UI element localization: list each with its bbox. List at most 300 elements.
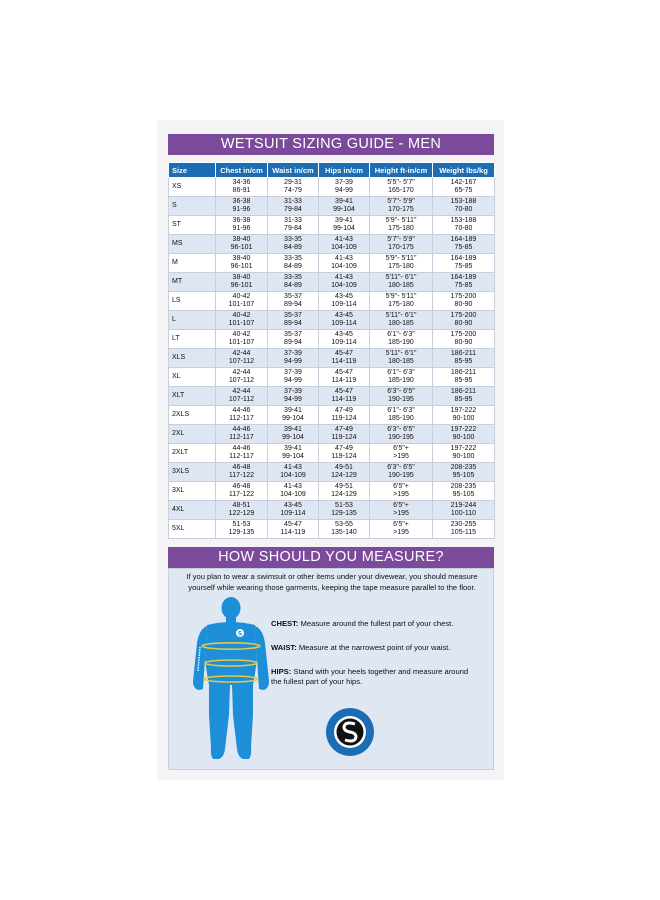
measurement-cell <box>319 216 370 235</box>
cell-value: 124-129 <box>331 491 357 498</box>
cell-value: 95-105 <box>452 491 475 498</box>
measurement-cell <box>319 254 370 273</box>
size-cell <box>169 273 216 292</box>
measurement-cell <box>319 368 370 387</box>
cell-value: 175-180 <box>388 225 414 232</box>
sizing-table <box>168 162 495 539</box>
measurement-cell <box>268 330 319 349</box>
cell-value: 101-107 <box>228 320 255 327</box>
measurement-cell <box>433 330 495 349</box>
chest-instruction <box>271 619 493 628</box>
size-cell <box>169 387 216 406</box>
size-cell <box>169 330 216 349</box>
cell-value: 85-95 <box>454 358 473 365</box>
column-header: Hips in/cm <box>319 163 370 178</box>
table-row <box>169 235 495 254</box>
cell-value: 99-104 <box>282 453 304 460</box>
cell-value: 41-43 <box>335 236 353 243</box>
measurement-cell <box>216 330 268 349</box>
cell-value: 35-37 <box>284 331 302 338</box>
cell-value: 94-99 <box>284 377 302 384</box>
chest-text: Measure around the fullest part of your chest. <box>298 619 454 628</box>
cell-value: 43-45 <box>335 293 353 300</box>
measurement-cell <box>216 292 268 311</box>
measurement-cell <box>319 197 370 216</box>
cell-value: 38-40 <box>232 274 251 281</box>
measurement-cell <box>370 254 433 273</box>
cell-value: 175-200 <box>450 293 477 300</box>
cell-value: 75-85 <box>454 282 473 289</box>
cell-value: 5'7"- 5'9" <box>387 198 415 205</box>
measurement-cell <box>433 520 495 539</box>
cell-value: S <box>172 202 177 209</box>
column-header: Waist in/cm <box>268 163 319 178</box>
cell-value: 180-185 <box>388 358 414 365</box>
cell-value: 5'9"- 5'11" <box>385 293 417 300</box>
cell-value: 117-122 <box>228 491 255 498</box>
chest-label: CHEST: <box>271 619 299 628</box>
size-cell <box>169 368 216 387</box>
measurement-cell <box>268 216 319 235</box>
measurement-cell <box>319 482 370 501</box>
cell-value: 96-101 <box>230 263 253 270</box>
cell-value: 43-45 <box>335 312 353 319</box>
cell-value: 104-109 <box>331 244 357 251</box>
cell-value: 90-100 <box>452 453 475 460</box>
size-cell <box>169 501 216 520</box>
measurement-cell <box>433 311 495 330</box>
cell-value: MT <box>172 278 183 285</box>
cell-value: XL <box>172 373 181 380</box>
cell-value: 47-49 <box>335 426 353 433</box>
table-row <box>169 387 495 406</box>
measurement-cell <box>216 520 268 539</box>
cell-value: 6'5"+ <box>393 483 409 490</box>
cell-value: 38-40 <box>232 255 251 262</box>
cell-value: 79-84 <box>284 225 302 232</box>
cell-value: 94-99 <box>335 187 353 194</box>
measurement-cell <box>319 311 370 330</box>
measurement-cell <box>319 178 370 197</box>
cell-value: 85-95 <box>454 396 473 403</box>
measurement-cell <box>216 425 268 444</box>
cell-value: 39-41 <box>284 426 302 433</box>
cell-value: 6'1"- 6'3" <box>387 407 415 414</box>
measurement-cell <box>319 235 370 254</box>
cell-value: 107-112 <box>228 377 255 384</box>
table-row <box>169 216 495 235</box>
cell-value: 5'11"- 6'1" <box>385 350 417 357</box>
table-row <box>169 482 495 501</box>
cell-value: 80-90 <box>454 301 473 308</box>
cell-value: 230-255 <box>450 521 477 528</box>
cell-value: 34-36 <box>232 179 251 186</box>
cell-value: 114-119 <box>280 529 306 536</box>
measurement-cell <box>370 444 433 463</box>
cell-value: >195 <box>393 453 409 460</box>
measurement-cell <box>433 178 495 197</box>
size-cell <box>169 482 216 501</box>
measurement-cell <box>268 520 319 539</box>
measurement-cell <box>268 368 319 387</box>
cell-value: >195 <box>393 491 409 498</box>
measurement-cell <box>268 482 319 501</box>
measurement-cell <box>216 178 268 197</box>
measurement-cell <box>370 501 433 520</box>
cell-value: 33-35 <box>284 255 302 262</box>
cell-value: 96-101 <box>230 244 253 251</box>
cell-value: 45-47 <box>335 369 353 376</box>
cell-value: 80-90 <box>454 320 473 327</box>
cell-value: 37-39 <box>335 179 353 186</box>
size-cell <box>169 444 216 463</box>
cell-value: 90-100 <box>452 415 475 422</box>
cell-value: 91-96 <box>232 225 251 232</box>
cell-value: 46-48 <box>232 483 251 490</box>
cell-value: 190-195 <box>388 434 414 441</box>
cell-value: 95-105 <box>452 472 475 479</box>
cell-value: 4XL <box>172 506 185 513</box>
measurement-cell <box>370 311 433 330</box>
cell-value: 100-110 <box>450 510 477 517</box>
cell-value: 175-180 <box>388 263 414 270</box>
table-row <box>169 292 495 311</box>
measurement-cell <box>370 178 433 197</box>
measurement-cell <box>268 178 319 197</box>
cell-value: 42-44 <box>232 369 251 376</box>
measurement-cell <box>433 273 495 292</box>
cell-value: 6'5"+ <box>393 445 409 452</box>
cell-value: 40-42 <box>232 293 251 300</box>
measurement-cell <box>319 273 370 292</box>
measurement-cell <box>433 444 495 463</box>
cell-value: 185-190 <box>388 339 414 346</box>
cell-value: 129-135 <box>331 510 357 517</box>
measurement-cell <box>268 292 319 311</box>
measure-section <box>168 568 494 770</box>
cell-value: 40-42 <box>232 331 251 338</box>
cell-value: 41-43 <box>335 274 353 281</box>
table-row <box>169 311 495 330</box>
cell-value: 39-41 <box>284 445 302 452</box>
cell-value: 5XL <box>172 525 185 532</box>
table-row <box>169 501 495 520</box>
cell-value: 44-46 <box>232 445 251 452</box>
cell-value: 89-94 <box>284 339 302 346</box>
measurement-cell <box>216 349 268 368</box>
measurement-cell <box>216 235 268 254</box>
cell-value: 96-101 <box>230 282 253 289</box>
cell-value: 39-41 <box>284 407 302 414</box>
cell-value: 119-124 <box>331 453 357 460</box>
waist-label: WAIST: <box>271 643 297 652</box>
cell-value: 114-119 <box>331 358 357 365</box>
cell-value: 175-200 <box>450 312 477 319</box>
table-row <box>169 444 495 463</box>
cell-value: 33-35 <box>284 274 302 281</box>
cell-value: 70-80 <box>454 206 473 213</box>
measurement-cell <box>433 463 495 482</box>
cell-value: 40-42 <box>232 312 251 319</box>
cell-value: LT <box>172 335 180 342</box>
measurement-cell <box>319 406 370 425</box>
measurement-cell <box>370 273 433 292</box>
measurement-cell <box>370 482 433 501</box>
cell-value: 170-175 <box>388 206 414 213</box>
size-cell <box>169 235 216 254</box>
cell-value: 70-80 <box>454 225 473 232</box>
cell-value: 186-211 <box>450 388 477 395</box>
cell-value: 45-47 <box>335 388 353 395</box>
cell-value: 47-49 <box>335 407 353 414</box>
cell-value: 41-43 <box>284 464 302 471</box>
cell-value: 109-114 <box>331 320 357 327</box>
cell-value: 109-114 <box>331 339 357 346</box>
cell-value: 2XL <box>172 430 185 437</box>
cell-value: 49-51 <box>335 464 353 471</box>
cell-value: 5'5"- 5'7" <box>387 179 415 186</box>
cell-value: 124-129 <box>331 472 357 479</box>
scubapro-logo-icon <box>325 707 375 757</box>
measurement-cell <box>433 387 495 406</box>
cell-value: 6'5"+ <box>393 502 409 509</box>
cell-value: 45-47 <box>335 350 353 357</box>
cell-value: 197-222 <box>450 426 477 433</box>
cell-value: 36-38 <box>232 198 251 205</box>
cell-value: 3XLS <box>172 468 190 475</box>
cell-value: 84-89 <box>284 282 302 289</box>
measurement-cell <box>319 425 370 444</box>
measurement-cell <box>370 463 433 482</box>
size-cell <box>169 406 216 425</box>
measurement-cell <box>433 349 495 368</box>
measurement-cell <box>268 425 319 444</box>
cell-value: 85-95 <box>454 377 473 384</box>
measurement-cell <box>216 254 268 273</box>
measurement-cell <box>319 387 370 406</box>
measurement-cell <box>268 463 319 482</box>
cell-value: 153-188 <box>450 217 477 224</box>
cell-value: 89-94 <box>284 301 302 308</box>
cell-value: 36-38 <box>232 217 251 224</box>
cell-value: 119-124 <box>331 415 357 422</box>
cell-value: 175-200 <box>450 331 477 338</box>
measurement-cell <box>319 349 370 368</box>
cell-value: 185-190 <box>388 415 414 422</box>
size-cell <box>169 349 216 368</box>
measurement-cell <box>319 501 370 520</box>
cell-value: 86-91 <box>232 187 251 194</box>
cell-value: 208-235 <box>450 464 477 471</box>
cell-value: 31-33 <box>284 198 302 205</box>
cell-value: 90-100 <box>452 434 475 441</box>
cell-value: 170-175 <box>388 244 414 251</box>
table-row <box>169 425 495 444</box>
cell-value: 80-90 <box>454 339 473 346</box>
cell-value: 94-99 <box>284 396 302 403</box>
cell-value: 107-112 <box>228 396 255 403</box>
cell-value: 37-39 <box>284 388 302 395</box>
cell-value: 99-104 <box>282 434 304 441</box>
table-row <box>169 520 495 539</box>
measurement-cell <box>370 425 433 444</box>
hips-instruction <box>271 667 471 687</box>
cell-value: 44-46 <box>232 426 251 433</box>
cell-value: 6'3"- 6'5" <box>387 464 415 471</box>
cell-value: 31-33 <box>284 217 302 224</box>
cell-value: 107-112 <box>228 358 255 365</box>
cell-value: 42-44 <box>232 350 251 357</box>
measurement-cell <box>216 197 268 216</box>
measurement-cell <box>433 406 495 425</box>
cell-value: 164-189 <box>450 274 477 281</box>
cell-value: 5'11"- 6'1" <box>385 312 417 319</box>
cell-value: ST <box>172 221 181 228</box>
hips-text: Stand with your heels together and measure around the fullest part of your hips. <box>271 667 469 686</box>
cell-value: 39-41 <box>335 198 353 205</box>
cell-value: 43-45 <box>284 502 302 509</box>
cell-value: 65-75 <box>454 187 473 194</box>
cell-value: 101-107 <box>228 301 255 308</box>
measurement-cell <box>433 425 495 444</box>
cell-value: 29-31 <box>284 179 302 186</box>
cell-value: 79-84 <box>284 206 302 213</box>
cell-value: 105-115 <box>450 529 477 536</box>
measure-title: HOW SHOULD YOU MEASURE? <box>168 547 494 568</box>
cell-value: 3XL <box>172 487 185 494</box>
cell-value: XLS <box>172 354 186 361</box>
cell-value: 180-185 <box>388 320 414 327</box>
measurement-cell <box>433 235 495 254</box>
measurement-cell <box>370 330 433 349</box>
measurement-cell <box>216 311 268 330</box>
measurement-cell <box>268 197 319 216</box>
cell-value: 75-85 <box>454 263 473 270</box>
cell-value: 74-79 <box>284 187 302 194</box>
measurement-cell <box>319 292 370 311</box>
measurement-cell <box>370 197 433 216</box>
cell-value: 186-211 <box>450 350 477 357</box>
measurement-cell <box>319 463 370 482</box>
cell-value: 6'1"- 6'3" <box>387 331 415 338</box>
cell-value: 104-109 <box>280 491 306 498</box>
cell-value: >195 <box>393 510 409 517</box>
cell-value: 84-89 <box>284 244 302 251</box>
measurement-cell <box>433 482 495 501</box>
cell-value: 99-104 <box>333 225 355 232</box>
measurement-cell <box>268 444 319 463</box>
cell-value: 99-104 <box>282 415 304 422</box>
measurement-cell <box>268 273 319 292</box>
measurement-cell <box>370 406 433 425</box>
cell-value: 5'7"- 5'9" <box>387 236 415 243</box>
cell-value: 135-140 <box>331 529 357 536</box>
waist-instruction <box>271 643 493 652</box>
column-header: Size <box>169 163 216 178</box>
table-row <box>169 197 495 216</box>
cell-value: 190-195 <box>388 396 414 403</box>
measurement-cell <box>216 482 268 501</box>
cell-value: 6'3"- 6'5" <box>387 388 415 395</box>
cell-value: L <box>172 316 176 323</box>
cell-value: 2XLT <box>172 449 189 456</box>
column-header: Weight lbs/kg <box>433 163 495 178</box>
cell-value: 114-119 <box>331 396 357 403</box>
measurement-cell <box>216 463 268 482</box>
measurement-cell <box>370 292 433 311</box>
cell-value: 5'9"- 5'11" <box>385 255 417 262</box>
table-row <box>169 368 495 387</box>
cell-value: 91-96 <box>232 206 251 213</box>
measurement-cell <box>319 444 370 463</box>
measurement-cell <box>370 520 433 539</box>
cell-value: 49-51 <box>335 483 353 490</box>
measurement-cell <box>433 292 495 311</box>
measurement-cell <box>319 520 370 539</box>
table-row <box>169 330 495 349</box>
cell-value: 48-51 <box>232 502 251 509</box>
table-row <box>169 406 495 425</box>
measurement-cell <box>433 254 495 273</box>
cell-value: LS <box>172 297 181 304</box>
cell-value: 104-109 <box>331 282 357 289</box>
measurement-cell <box>216 501 268 520</box>
cell-value: 94-99 <box>284 358 302 365</box>
size-cell <box>169 463 216 482</box>
measurement-cell <box>433 216 495 235</box>
cell-value: 51-53 <box>335 502 353 509</box>
size-cell <box>169 292 216 311</box>
cell-value: 41-43 <box>284 483 302 490</box>
cell-value: 117-122 <box>228 472 255 479</box>
measurement-cell <box>216 387 268 406</box>
cell-value: 39-41 <box>335 217 353 224</box>
svg-text:S: S <box>237 630 243 638</box>
measurement-cell <box>370 368 433 387</box>
size-cell <box>169 178 216 197</box>
cell-value: 89-94 <box>284 320 302 327</box>
cell-value: 165-170 <box>388 187 414 194</box>
cell-value: 164-189 <box>450 236 477 243</box>
cell-value: 112-117 <box>229 453 254 460</box>
cell-value: 46-48 <box>232 464 251 471</box>
cell-value: XS <box>172 183 182 190</box>
column-header: Chest in/cm <box>216 163 268 178</box>
cell-value: 33-35 <box>284 236 302 243</box>
size-cell <box>169 216 216 235</box>
cell-value: 180-185 <box>388 282 414 289</box>
cell-value: 109-114 <box>280 510 306 517</box>
cell-value: 35-37 <box>284 293 302 300</box>
measurement-cell <box>433 368 495 387</box>
cell-value: 112-117 <box>229 415 254 422</box>
cell-value: 208-235 <box>450 483 477 490</box>
cell-value: 45-47 <box>284 521 302 528</box>
cell-value: 35-37 <box>284 312 302 319</box>
cell-value: 6'1"- 6'3" <box>387 369 415 376</box>
hips-label: HIPS: <box>271 667 292 676</box>
cell-value: 53-55 <box>335 521 353 528</box>
cell-value: 51-53 <box>232 521 251 528</box>
cell-value: 6'3"- 6'5" <box>387 426 415 433</box>
cell-value: 41-43 <box>335 255 353 262</box>
measurement-cell <box>216 444 268 463</box>
cell-value: 44-46 <box>232 407 251 414</box>
cell-value: 101-107 <box>228 339 255 346</box>
cell-value: 2XLS <box>172 411 190 418</box>
cell-value: 175-180 <box>388 301 414 308</box>
cell-value: 190-195 <box>388 472 414 479</box>
